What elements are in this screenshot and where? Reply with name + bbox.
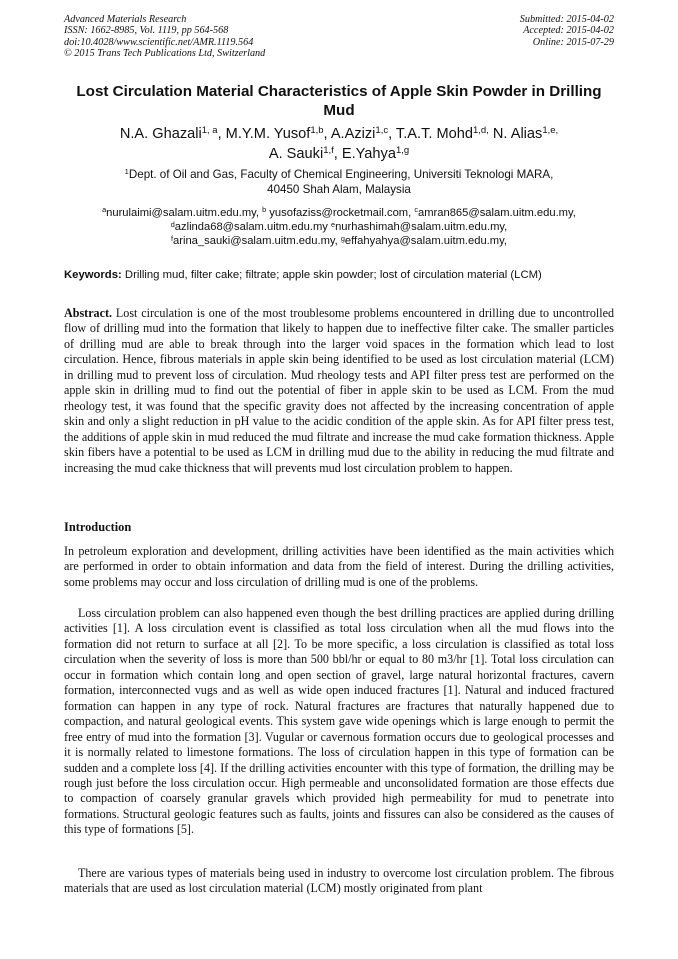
author-list bbox=[60, 124, 618, 164]
author-affil-mark: 1,b bbox=[310, 125, 324, 137]
email-line-2 bbox=[60, 220, 618, 234]
email-mark: b bbox=[262, 205, 267, 215]
email-link[interactable]: amran865@salam.uitm.edu.my, bbox=[417, 207, 576, 219]
email-mark: a bbox=[102, 205, 107, 215]
author-line-2 bbox=[60, 144, 618, 164]
author-name: , A.Azizi bbox=[323, 126, 376, 142]
online-date: Online: 2015-07-29 bbox=[532, 36, 614, 48]
journal-header-right bbox=[520, 14, 614, 48]
intro-paragraph-1: In petroleum exploration and development, drilling activities have been identified as the main activities which are performed in order to obtain information and data from the field of interest. During the drilling activities, some problems may occur and loss circulation of drilling mud is one of the problems. bbox=[64, 544, 614, 589]
author-line-1 bbox=[60, 124, 618, 144]
email-line-3 bbox=[60, 234, 618, 248]
email-mark: c bbox=[414, 205, 418, 215]
author-affil-mark: 1,e, bbox=[542, 125, 559, 137]
email-mark: f bbox=[171, 233, 174, 243]
journal-header-left bbox=[64, 14, 265, 59]
affiliation-line-2: 40450 Shah Alam, Malaysia bbox=[267, 182, 411, 196]
email-link[interactable]: effahyahya@salam.uitm.edu.my, bbox=[344, 235, 507, 248]
email-mark: e bbox=[331, 219, 336, 229]
email-mark: g bbox=[340, 233, 345, 243]
keywords-label: Keywords: bbox=[64, 269, 122, 281]
author-affil-mark: 1,f bbox=[323, 145, 334, 157]
email-link[interactable]: nurhashimah@salam.uitm.edu.my, bbox=[335, 221, 508, 234]
affiliation-text: Dept. of Oil and Gas, Faculty of Chemical Engineering, Universiti Teknologi MARA, bbox=[128, 168, 554, 181]
author-affil-mark: 1, a bbox=[201, 125, 218, 137]
email-link[interactable]: arina_sauki@salam.uitm.edu.my, bbox=[173, 235, 341, 248]
author-affil-mark: 1,d, bbox=[472, 125, 489, 137]
author-name: N. Alias bbox=[488, 126, 543, 142]
keywords bbox=[64, 268, 616, 282]
author-affil-mark: 1,c bbox=[375, 125, 389, 137]
author-name: , T.A.T. Mohd bbox=[388, 126, 473, 142]
journal-name: Advanced Materials Research bbox=[64, 14, 187, 25]
email-link[interactable]: nurulaimi@salam.uitm.edu.my, bbox=[106, 207, 263, 219]
abstract-label: Abstract. bbox=[64, 306, 113, 320]
intro-paragraph-3: There are various types of materials being used in industry to overcome lost circulation problem. The fibrous materials that are used as lost circulation material (LCM) mostly originated from plant bbox=[64, 866, 614, 896]
email-link[interactable]: azlinda68@salam.uitm.edu.my bbox=[174, 221, 332, 234]
affiliation-line-1 bbox=[60, 168, 618, 183]
email-link[interactable]: yusofaziss@rocketmail.com, bbox=[266, 207, 415, 219]
affiliation bbox=[60, 168, 618, 197]
email-mark: d bbox=[170, 219, 175, 229]
journal-issn: ISSN: 1662-8985, Vol. 1119, pp 564-568 bbox=[64, 25, 229, 37]
journal-copyright: © 2015 Trans Tech Publications Ltd, Switzerland bbox=[64, 47, 266, 59]
author-name: A. Sauki bbox=[268, 146, 324, 162]
submitted-date: Submitted: 2015-04-02 bbox=[519, 14, 614, 25]
author-emails bbox=[60, 206, 618, 249]
paper-title: Lost Circulation Material Characteristics of Apple Skin Powder in Drilling Mud bbox=[76, 83, 602, 119]
keywords-text: Drilling mud, filter cake; filtrate; apple skin powder; lost of circulation material (LCM) bbox=[121, 269, 542, 281]
journal-doi: doi:10.4028/www.scientific.net/AMR.1119.564 bbox=[64, 36, 254, 48]
intro-paragraph-2: Loss circulation problem can also happened even though the best drilling practices are applied during drilling activities [1]. A loss circulation event is classified as total loss circulation when all the mud flows into the formation did not return to surface at all [2]. To be more specific, a loss circulation is classified as total loss circulation when the severity of loss is more than 500 bbl/hr or equal to 80 m3/hr [1]. Total loss circulation can occur in formation which contain long and open section of gravel, large natural horizontal fractures, cavern formation, interconnected vugs and as well as wide open induced fractures [1]. Natural and induced fractured formation can happen in any type of rock. Natural fractures are fractures that naturally happened due to compaction, and natural geological events. This system gave wide openings which is large enough to permit the free entry of mud into the formation [3]. Vugular or cavernous formation occurs due to geological processes and it is normally related to limestone formations. The loss of circulation happen in this type of formation can be sudden and a complete loss [4]. If the drilling activities encounter with this type of formation, the drilling may be rough just before the loss circulation occur. High permeable and unconsolidated formation are those effects due to compaction of coarsely granular gravels which provided high permeability for mud to penetrate into formations. Structural geologic features such as faults, joints and fissures can also be considered as the causes of this type of formations [5]. bbox=[64, 606, 614, 837]
affiliation-mark: 1 bbox=[124, 167, 129, 177]
accepted-date: Accepted: 2015-04-02 bbox=[523, 25, 614, 37]
author-name: N.A. Ghazali bbox=[119, 126, 202, 142]
author-affil-mark: 1,g bbox=[395, 145, 410, 157]
author-name: , E.Yahya bbox=[333, 146, 396, 162]
abstract-text: Lost circulation is one of the most troublesome problems encountered in drilling due to uncontrolled flow of drilling mud into the formation that likely to happen due to ineffective filter cake. The smaller particles of drilling mud are able to break through into the larger void spaces in the formation which lead to lost circulation. Hence, fibrous materials in apple skin being identified to be used as lost circulation material (LCM) in drilling mud to prevent loss of circulation. Mud rheology tests and API filter press test are performed on the apple skin in drilling mud to find out the potential of fiber in apple skin to be used as LCM. From the mud rheology test, it was found that the specific gravity does not affected by the increasing concentration of apple skin and only a slight reduction in pH value to the acidic condition of the apple skin. As for API filter press test, the additions of apple skin in mud reduced the mud filtrate and increase the mud cake formation thickness. Apple skin fibers have a potential to be used as LCM in drilling mud due to the ability in reducing the mud filtrate and increasing the mud cake thickness that will prevents mud lost circulation problem to happen. bbox=[64, 306, 614, 475]
introduction-heading: Introduction bbox=[64, 520, 132, 534]
abstract bbox=[64, 306, 614, 476]
email-line-1 bbox=[60, 206, 618, 220]
author-name: , M.Y.M. Yusof bbox=[217, 126, 311, 142]
